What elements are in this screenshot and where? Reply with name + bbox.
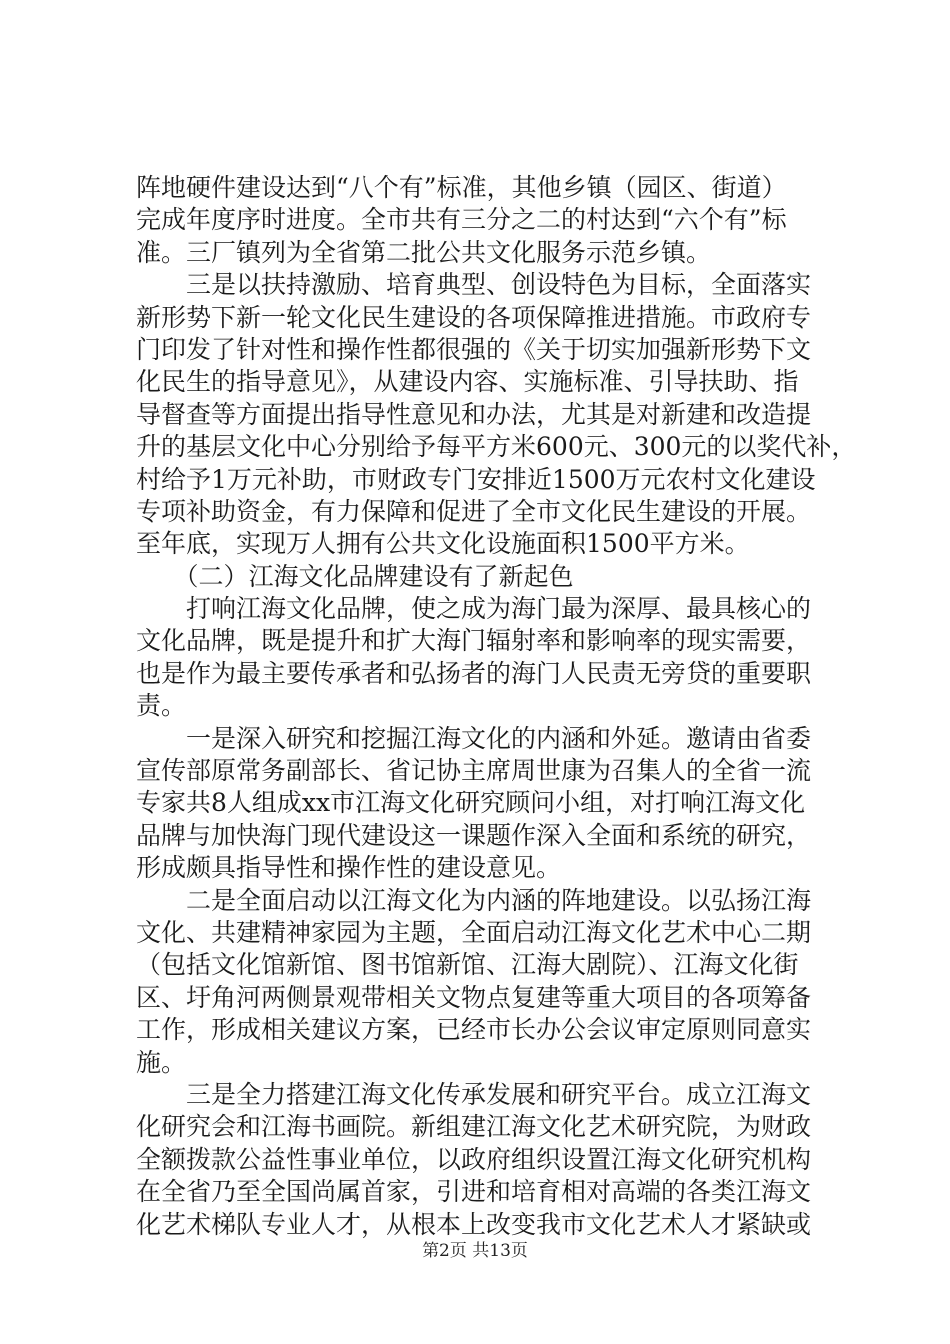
text-line: 品牌与加快海门现代建设这一课题作深入全面和系统的研究，: [136, 820, 812, 850]
text-line: 导督查等方面提出指导性意见和办法，尤其是对新建和改造提: [136, 399, 812, 429]
text-line: 在全省乃至全国尚属首家，引进和培育相对高端的各类江海文: [136, 1177, 812, 1207]
text-line: 门印发了针对性和操作性都很强的《关于切实加强新形势下文: [136, 334, 812, 364]
text-line: 化民生的指导意见》，从建设内容、实施标准、引导扶助、指: [136, 367, 799, 397]
text-line: 形成颇具指导性和操作性的建设意见。: [136, 853, 562, 883]
text-line: 也是作为最主要传承者和弘扬者的海门人民责无旁贷的重要职: [136, 658, 812, 688]
text-line: 专项补助资金，有力保障和促进了全市文化民生建设的开展。: [136, 496, 812, 526]
text-line: 工作，形成相关建议方案，已经市长办公会议审定原则同意实: [136, 1015, 812, 1045]
text-line: 新形势下新一轮文化民生建设的各项保障推进措施。市政府专: [136, 302, 812, 332]
text-line: 阵地硬件建设达到“八个有”标准，其他乡镇（园区、街道）: [136, 173, 787, 202]
text-line: 区、圩角河两侧景观带相关文物点复建等重大项目的各项筹备: [136, 982, 812, 1012]
text-line: 打响江海文化品牌，使之成为海门最为深厚、最具核心的: [136, 594, 812, 624]
page-number-footer: 第2页 共13页: [422, 1241, 528, 1261]
text-line: 村给予1万元补助，市财政专门安排近1500万元农村文化建设: [136, 464, 816, 494]
text-line: 准。三厂镇列为全省第二批公共文化服务示范乡镇。: [136, 237, 712, 267]
text-line: （包括文化馆新馆、图书馆新馆、江海大剧院）、江海文化街: [136, 950, 799, 980]
text-line: 至年底，实现万人拥有公共文化设施面积1500平方米。: [136, 529, 750, 559]
document-body: [136, 172, 857, 1241]
text-line: 全额拨款公益性事业单位，以政府组织设置江海文化研究机构: [136, 1144, 812, 1174]
text-line: 化研究会和江海书画院。新组建江海文化艺术研究院，为财政: [136, 1112, 812, 1142]
text-line: 文化、共建精神家园为主题，全面启动江海文化艺术中心二期: [136, 917, 812, 947]
text-line: 三是全力搭建江海文化传承发展和研究平台。成立江海文: [136, 1079, 812, 1109]
text-line: 责。: [136, 691, 187, 721]
text-line: 二是全面启动以江海文化为内涵的阵地建设。以弘扬江海: [136, 885, 812, 915]
text-line: 施。: [136, 1047, 187, 1077]
text-line: 一是深入研究和挖掘江海文化的内涵和外延。邀请由省委: [136, 723, 812, 753]
text-line: 宣传部原常务副部长、省记协主席周世康为召集人的全省一流: [136, 756, 812, 786]
text-line: 专家共8人组成xx市江海文化研究顾问小组，对打响江海文化: [136, 788, 806, 818]
text-line: 三是以扶持激励、培育典型、创设特色为目标，全面落实: [136, 270, 812, 300]
text-line: 升的基层文化中心分别给予每平方米600元、300元的以奖代补，: [136, 432, 857, 462]
section-heading: （二）江海文化品牌建设有了新起色: [136, 561, 574, 591]
text-line: 完成年度序时进度。全市共有三分之二的村达到“六个有”标: [136, 205, 787, 235]
text-line: 文化品牌，既是提升和扩大海门辐射率和影响率的现实需要，: [136, 626, 812, 656]
text-line: 化艺术梯队专业人才，从根本上改变我市文化艺术人才紧缺或: [136, 1209, 812, 1239]
